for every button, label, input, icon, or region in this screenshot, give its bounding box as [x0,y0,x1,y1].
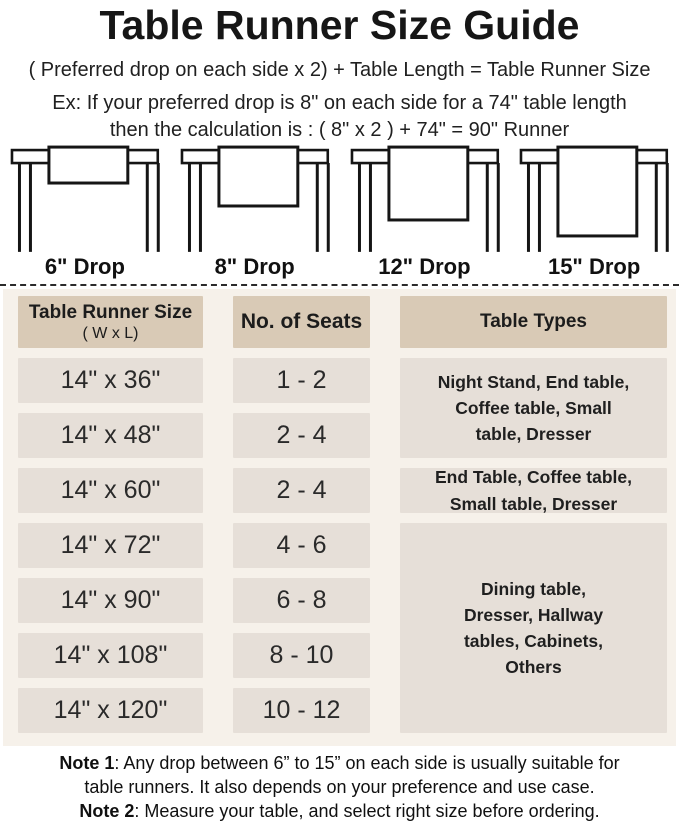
size-cell: 14" x 72" [18,523,203,568]
example-line-2: then the calculation is : ( 8" x 2 ) + 74" = 90" Runner [109,119,570,141]
header-table-types: Table Types [400,296,667,348]
figure-15-drop [509,144,679,282]
note-2-text: : Measure your table, and select right size before ordering. [134,801,600,821]
types-cell-large-tables: Dining table, Dresser, Hallway tables, Cabinets, Others [400,523,667,733]
size-guide-panel [3,289,676,746]
page-title: Table Runner Size Guide [99,2,580,48]
figure-6-drop [0,144,170,282]
note-2-label: Note 2 [79,801,135,821]
header-runner-size [18,296,203,348]
dashed-divider [0,284,679,286]
note-1-text: : Any drop between 6” to 15” on each side is usually suitable for [114,753,620,773]
size-table [18,296,667,733]
seats-cell: 1 - 2 [233,358,370,403]
header-no-of-seats: No. of Seats [233,296,370,348]
drop-label-12: 12" Drop [378,254,471,279]
size-cell: 14" x 120" [18,688,203,733]
header-runner-size-title: Table Runner Size [28,301,193,323]
size-cell: 14" x 60" [18,468,203,513]
seats-cell: 10 - 12 [233,688,370,733]
drop-figures [0,144,679,282]
formula-text: ( Preferred drop on each side x 2) + Table Length = Table Runner Size [28,59,651,81]
seats-cell: 2 - 4 [233,468,370,513]
runner-12 [388,147,467,220]
notes [0,751,679,823]
header-runner-size-subtitle: ( W x L) [82,324,139,342]
table-illustration-6-drop [0,144,170,252]
table-illustration-8-drop [170,144,340,252]
example-line-1: Ex: If your preferred drop is 8" on each side for a 74" table length [52,92,627,114]
types-cell-medium-tables: End Table, Coffee table, Small table, Dresser [400,468,667,513]
note-2-line [0,799,679,823]
runner-8 [219,147,298,206]
seats-cell: 4 - 6 [233,523,370,568]
runner-6 [49,147,128,183]
size-cell: 14" x 108" [18,633,203,678]
seats-cell: 2 - 4 [233,413,370,458]
seats-cell: 8 - 10 [233,633,370,678]
figure-12-drop [340,144,510,282]
note-1-label: Note 1 [59,753,115,773]
seats-cell: 6 - 8 [233,578,370,623]
size-cell: 14" x 36" [18,358,203,403]
size-cell: 14" x 48" [18,413,203,458]
note-1-line-2: table runners. It also depends on your preference and use case. [84,777,595,797]
runner-15 [558,147,637,236]
table-illustration-12-drop [340,144,510,252]
note-1-line-1 [0,751,679,775]
table-illustration-15-drop [509,144,679,252]
drop-label-8: 8" Drop [214,254,295,279]
figure-8-drop [170,144,340,282]
drop-label-15: 15" Drop [547,254,641,279]
types-cell-small-tables: Night Stand, End table, Coffee table, Small table, Dresser [400,358,667,458]
size-cell: 14" x 90" [18,578,203,623]
drop-label-6: 6" Drop [44,254,125,279]
